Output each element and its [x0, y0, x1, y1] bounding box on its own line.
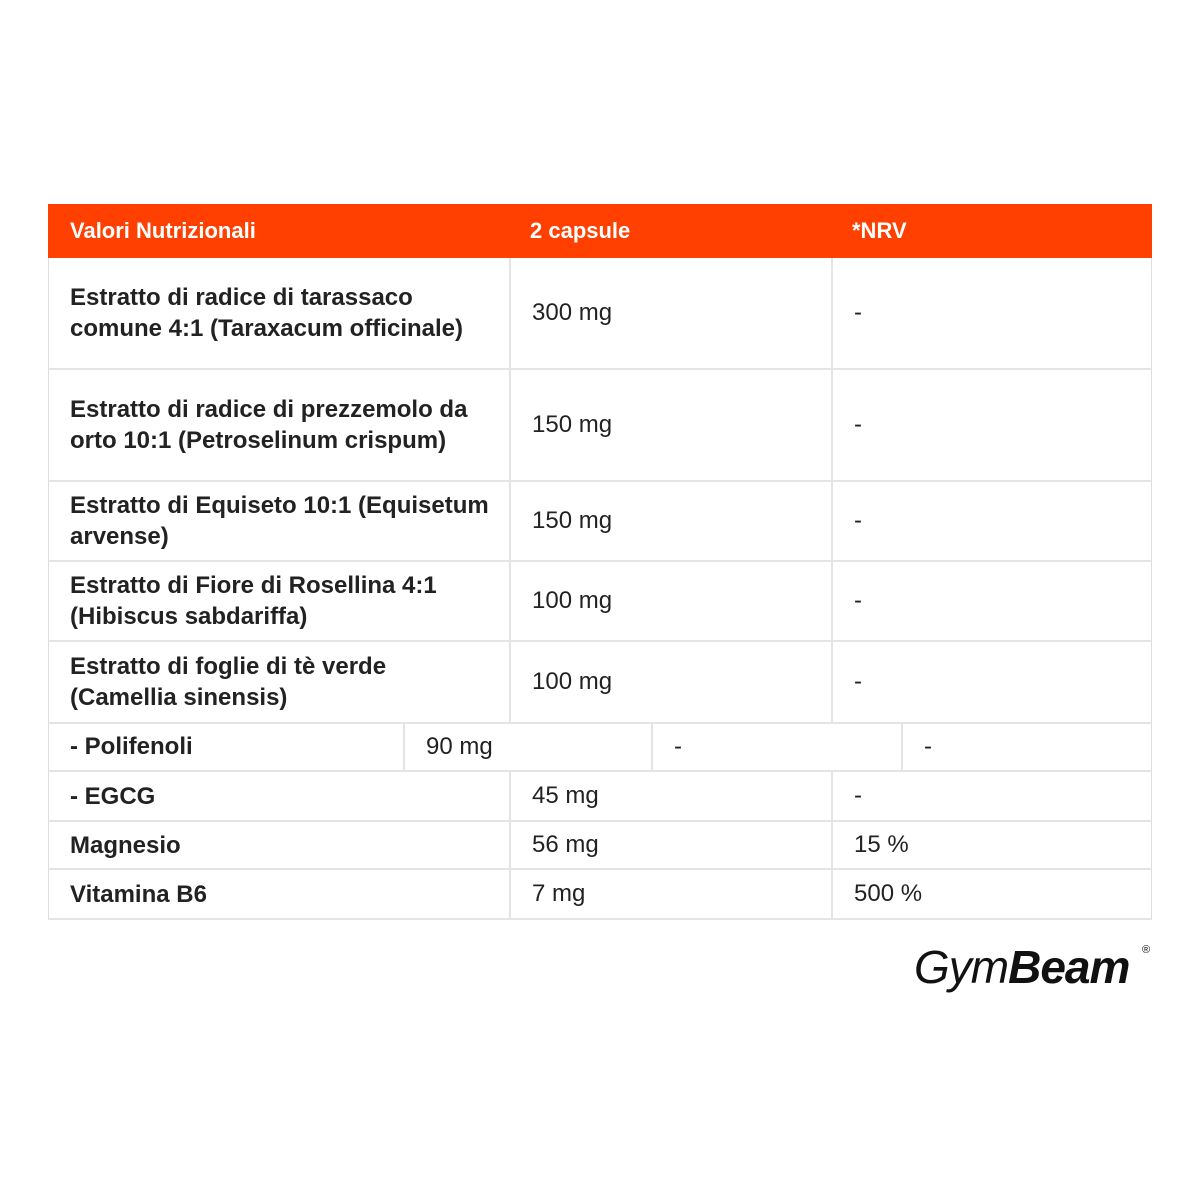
ingredient-nrv: - — [831, 642, 1151, 722]
ingredient-amount: 7 mg — [509, 870, 831, 918]
table-row — [48, 562, 1152, 642]
header-serving: 2 capsule — [530, 218, 631, 243]
ingredient-name: Vitamina B6 — [70, 880, 207, 908]
ingredient-name: Estratto di radice di prezzemolo da orto 10:1 (Petroselinum crispum) — [70, 396, 468, 454]
table-row — [48, 482, 1152, 562]
ingredient-nrv: 15 % — [831, 822, 1151, 868]
ingredient-nrv: - — [651, 724, 901, 770]
ingredient-amount: 45 mg — [509, 772, 831, 820]
header-nutritional-values: Valori Nutrizionali — [70, 218, 256, 243]
ingredient-name: - Polifenoli — [70, 733, 193, 760]
table-row — [48, 724, 1152, 772]
table-row — [48, 258, 1152, 370]
logo-text-gym: Gym — [914, 941, 1009, 993]
ingredient-amount: 56 mg — [509, 822, 831, 868]
logo-text-beam: Beam — [1008, 941, 1130, 993]
ingredient-amount: 150 mg — [509, 482, 831, 560]
gymbeam-logo — [914, 940, 1151, 1000]
nutrition-table — [48, 204, 1152, 920]
table-row — [48, 370, 1152, 482]
ingredient-name: - EGCG — [70, 782, 156, 810]
ingredient-nrv: - — [831, 562, 1151, 640]
ingredient-name: Estratto di Fiore di Rosellina 4:1 (Hibiscus sabdariffa) — [70, 572, 437, 630]
ingredient-extra: - — [901, 724, 1151, 770]
ingredient-name: Estratto di radice di tarassaco comune 4:1 (Taraxacum officinale) — [70, 284, 463, 342]
header-nrv: *NRV — [852, 218, 907, 243]
table-row — [48, 772, 1152, 822]
ingredient-amount: 300 mg — [509, 258, 831, 368]
ingredient-nrv: 500 % — [831, 870, 1151, 918]
ingredient-amount: 90 mg — [403, 724, 651, 770]
ingredient-amount: 100 mg — [509, 642, 831, 722]
table-row — [48, 822, 1152, 870]
registered-mark: ® — [1142, 944, 1151, 956]
table-header — [48, 204, 1152, 258]
ingredient-nrv: - — [831, 370, 1151, 480]
ingredient-nrv: - — [831, 258, 1151, 368]
table-row — [48, 870, 1152, 920]
ingredient-name: Magnesio — [70, 831, 181, 859]
ingredient-amount: 100 mg — [509, 562, 831, 640]
ingredient-amount: 150 mg — [509, 370, 831, 480]
ingredient-name: Estratto di Equiseto 10:1 (Equisetum arvense) — [70, 492, 489, 550]
table-row — [48, 642, 1152, 724]
ingredient-name: Estratto di foglie di tè verde (Camellia sinensis) — [70, 653, 387, 711]
ingredient-nrv: - — [831, 482, 1151, 560]
ingredient-nrv: - — [831, 772, 1151, 820]
